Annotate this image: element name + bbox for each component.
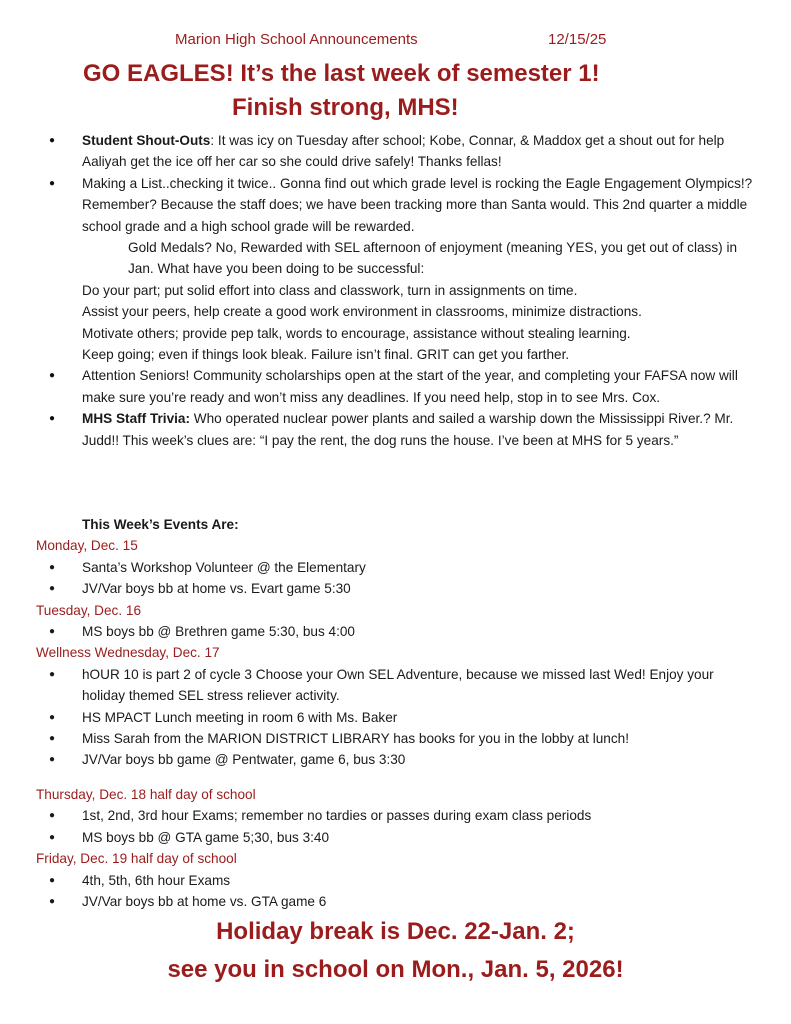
event-item: ● JV/Var boys bb at home vs. GTA game 6 bbox=[36, 891, 766, 912]
event-item: ● hOUR 10 is part 2 of cycle 3 Choose your Own SEL Adventure, because we missed last Wed! Enjoy your holiday themed SEL stress reliever activity. bbox=[36, 664, 766, 707]
tip: Do your part; put solid effort into class and classwork, turn in assignments on time. bbox=[82, 282, 578, 298]
tip: Keep going; even if things look bleak. Failure isn’t final. GRIT can get you farther. bbox=[82, 347, 570, 363]
event-item: ● JV/Var boys bb at home vs. Evart game 5:30 bbox=[36, 578, 766, 599]
tip: Assist your peers, help create a good work environment in classrooms, minimize distractions. bbox=[82, 304, 642, 320]
list-item bbox=[82, 173, 758, 366]
item-label: Student Shout-Outs bbox=[82, 133, 211, 148]
item-text: : It was icy on Tuesday after school; Kobe, Connar, & Maddox get a shout out for help Aaliyah get the ice off her car so she could drive safely! Thanks fellas! bbox=[82, 133, 725, 170]
header-title: Marion High School Announcements bbox=[175, 31, 418, 48]
event-item: ● JV/Var boys bb game @ Pentwater, game 6, bus 3:30 bbox=[36, 749, 766, 770]
header-date: 12/15/25 bbox=[548, 31, 607, 48]
events-heading: This Week’s Events Are: bbox=[82, 517, 239, 532]
list-item bbox=[82, 130, 758, 173]
event-item: ● MS boys bb @ Brethren game 5:30, bus 4:00 bbox=[36, 621, 766, 642]
day-heading: Wellness Wednesday, Dec. 17 bbox=[36, 645, 220, 661]
footer-line-1: Holiday break is Dec. 22-Jan. 2; bbox=[216, 918, 575, 945]
footer-line-2: see you in school on Mon., Jan. 5, 2026! bbox=[167, 956, 624, 983]
day-heading: Friday, Dec. 19 half day of school bbox=[36, 851, 237, 867]
list-item bbox=[82, 408, 758, 451]
day-heading: Tuesday, Dec. 16 bbox=[36, 602, 142, 618]
event-item: ● Miss Sarah from the MARION DISTRICT LIBRARY has books for you in the lobby at lunch! bbox=[36, 728, 766, 749]
day-heading: Thursday, Dec. 18 half day of school bbox=[36, 786, 256, 802]
title-line-1: GO EAGLES! It’s the last week of semester 1! bbox=[83, 60, 600, 87]
list-item: ● Attention Seniors! Community scholarships open at the start of the year, and completing your FAFSA now will make sure you’re ready and won’t miss any deadlines. If you need help, stop in to see Mrs. Cox. bbox=[82, 365, 758, 408]
day-heading: Monday, Dec. 15 bbox=[36, 538, 138, 554]
announcement-list bbox=[82, 130, 758, 451]
item-text: Who operated nuclear power plants and sailed a warship down the Mississippi River.? Mr. Judd!! This week’s clues are: “I pay the rent, the dog runs the house. I’ve been at MHS for 5 years.” bbox=[82, 411, 734, 448]
item-text: Gold Medals? No, Rewarded with SEL afternoon of enjoyment (meaning YES, you get out of class) in Jan. What have you been doing to be successful: bbox=[128, 240, 738, 277]
item-text: ● Making a List..checking it twice.. Gonna find out which grade level is rocking the Eagle Engagement Olympics!? Remember? Because the staff does; we have been tracking more than Santa would. This 2nd quarter a middle school grade and a high school grade will be rewarded. bbox=[82, 175, 753, 234]
event-item: ● MS boys bb @ GTA game 5;30, bus 3:40 bbox=[36, 827, 766, 848]
tip: Motivate others; provide pep talk, words to encourage, assistance without stealing learning. bbox=[82, 325, 631, 341]
title-line-2: Finish strong, MHS! bbox=[232, 94, 459, 121]
event-item: ● HS MPACT Lunch meeting in room 6 with Ms. Baker bbox=[36, 707, 766, 728]
event-item: ● 1st, 2nd, 3rd hour Exams; remember no tardies or passes during exam class periods bbox=[36, 805, 766, 826]
event-item: ● Santa’s Workshop Volunteer @ the Elementary bbox=[36, 557, 766, 578]
item-label: MHS Staff Trivia: bbox=[82, 411, 191, 427]
events-section bbox=[36, 514, 766, 912]
event-item: ● 4th, 5th, 6th hour Exams bbox=[36, 870, 766, 891]
